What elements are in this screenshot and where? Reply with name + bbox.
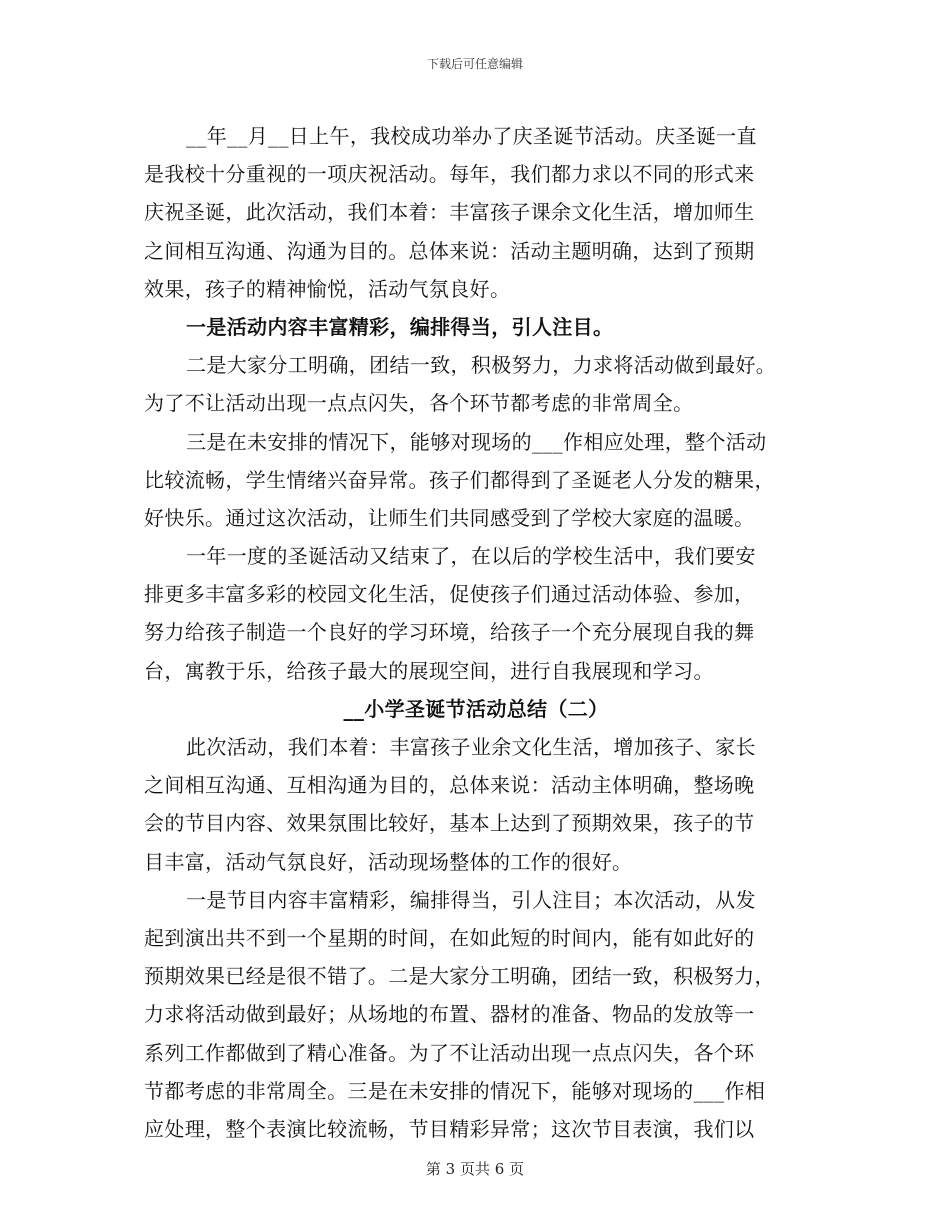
- paragraph-line: 起到演出共不到一个星期的时间，在如此短的时间内，能有如此好的: [144, 925, 755, 950]
- paragraph-line: 应处理，整个表演比较流畅，节目精彩异常；这次节目表演，我们以: [144, 1116, 755, 1141]
- page-number: 第 3 页共 6 页: [425, 1160, 525, 1178]
- paragraph-line: 三是在未安排的情况下，能够对现场的___作相应处理，整个活动: [186, 429, 767, 454]
- document-body: [144, 117, 808, 1148]
- paragraph-line: 预期效果已经是很不错了。二是大家分工明确，团结一致，积极努力，: [144, 964, 775, 989]
- paragraph-line: 会的节目内容、效果氛围比较好，基本上达到了预期效果，孩子的节: [144, 811, 755, 836]
- paragraph-line: 排更多丰富多彩的校园文化生活，促使孩子们通过活动体验、参加，: [144, 582, 755, 607]
- paragraph-line: 之间相互沟通、互相沟通为目的，总体来说：活动主体明确，整场晚: [144, 773, 755, 798]
- paragraph-line: 努力给孩子制造一个良好的学习环境，给孩子一个充分展现自我的舞: [144, 620, 755, 645]
- paragraph-line: 此次活动，我们本着：丰富孩子业余文化生活，增加孩子、家长: [186, 735, 756, 759]
- paragraph-line: 系列工作都做到了精心准备。为了不让活动出现一点点闪失，各个环: [144, 1040, 755, 1065]
- paragraph-line: 二是大家分工明确，团结一致，积极努力，力求将活动做到最好。: [186, 353, 777, 378]
- paragraph-line: 一年一度的圣诞活动又结束了，在以后的学校生活中，我们要安: [186, 544, 756, 569]
- bold-paragraph-line: 一是活动内容丰富精彩，编排得当，引人注目。: [186, 314, 614, 339]
- paragraph-line: 比较流畅，学生情绪兴奋异常。孩子们都得到了圣诞老人分发的糖果，: [144, 467, 775, 492]
- paragraph-line: 力求将活动做到最好；从场地的布置、器材的准备、物品的发放等一: [144, 1002, 755, 1027]
- paragraph-line: 之间相互沟通、沟通为目的。总体来说：活动主题明确，达到了预期: [144, 238, 755, 263]
- paragraph-line: __年__月__日上午，我校成功举办了庆圣诞节活动。庆圣诞一直: [186, 124, 757, 148]
- paragraph-line: 好快乐。通过这次活动，让师生们共同感受到了学校大家庭的温暖。: [144, 505, 755, 530]
- section-title: __小学圣诞节活动总结（二）: [343, 696, 609, 721]
- paragraph-line: 庆祝圣诞，此次活动，我们本着：丰富孩子课余文化生活，增加师生: [144, 200, 755, 225]
- paragraph-line: 是我校十分重视的一项庆祝活动。每年，我们都力求以不同的形式来: [144, 162, 755, 187]
- paragraph-line: 台，寓教于乐，给孩子最大的展现空间，进行自我展现和学习。: [144, 658, 714, 683]
- paragraph-line: 一是节目内容丰富精彩，编排得当，引人注目；本次活动，从发: [186, 887, 756, 912]
- paragraph-line: 效果，孩子的精神愉悦，活动气氛良好。: [144, 276, 511, 301]
- paragraph-line: 为了不让活动出现一点点闪失，各个环节都考虑的非常周全。: [144, 391, 694, 416]
- page-header: 下载后可任意编辑: [426, 57, 523, 71]
- paragraph-line: 目丰富，活动气氛良好，活动现场整体的工作的很好。: [144, 849, 633, 874]
- paragraph-line: 节都考虑的非常周全。三是在未安排的情况下，能够对现场的___作相: [144, 1078, 766, 1103]
